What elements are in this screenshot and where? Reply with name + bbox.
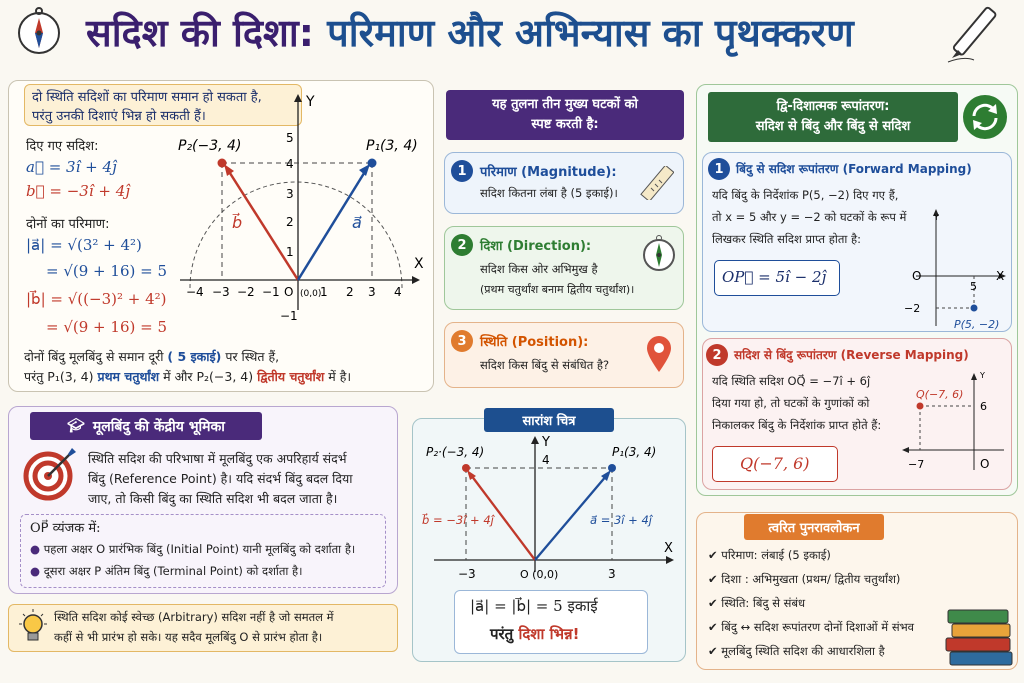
y-axis-label: Y bbox=[542, 435, 550, 450]
label-b: b⃗ = −3î + 4ĵ bbox=[422, 513, 494, 527]
ruler-icon bbox=[640, 166, 674, 200]
y-axis-label: Y bbox=[306, 94, 315, 110]
review-item: ✔ बिंदु ↔ सदिश रूपांतरण दोनों दिशाओं में संभव bbox=[708, 620, 915, 634]
point-p2 bbox=[218, 159, 227, 168]
origin-label: O bbox=[284, 285, 294, 299]
compass-icon bbox=[640, 234, 678, 272]
x-tick: −4 bbox=[186, 285, 204, 299]
x-tick: −2 bbox=[237, 285, 255, 299]
op-bullet2: ● दूसरा अक्षर P अंतिम बिंदु (Terminal Point) को दर्शाता है। bbox=[30, 564, 303, 578]
x-tick: 4 bbox=[394, 285, 402, 299]
a-magnitude-line1: |a⃗| = √(3² + 4²) bbox=[26, 236, 142, 254]
tick-minus2: −2 bbox=[904, 302, 921, 315]
conclusion-line1: दोनों बिंदु मूलबिंदु से समान दूरी ( 5 इकाई) पर स्थित हैं, bbox=[24, 349, 280, 364]
point-p1 bbox=[608, 464, 616, 472]
tip-line1: स्थिति सदिश कोई स्वेच्छ (Arbitrary) सदिश नहीं है जो समतल में bbox=[54, 610, 334, 624]
summary-graph bbox=[414, 432, 684, 584]
x-tick: −1 bbox=[262, 285, 280, 299]
number-badge: 1 bbox=[708, 158, 730, 180]
intro-line1: दो स्थिति सदिशों का परिमाण समान हो सकता है, bbox=[32, 90, 262, 105]
compare-banner: यह तुलना तीन मुख्य घटकों को स्पष्ट करती है: bbox=[446, 90, 684, 140]
reverse-line1: यदि स्थिति सदिश OQ⃗ = −7î + 6ĵ bbox=[712, 374, 871, 388]
label-q: Q(−7, 6) bbox=[916, 388, 964, 401]
label-p1: P₁(3, 4) bbox=[612, 445, 657, 459]
tick-5: 5 bbox=[970, 280, 977, 293]
direction-desc1: सदिश किस ओर अभिमुख है bbox=[480, 262, 598, 276]
reverse-line2: दिया गया हो, तो घटकों के गुणांकों को bbox=[712, 396, 870, 410]
direction-title: दिशा (Direction): bbox=[480, 239, 592, 254]
target-icon bbox=[22, 446, 78, 502]
magnitude-heading: दोनों का परिमाण: bbox=[26, 217, 110, 232]
reverse-title: सदिश से बिंदु रूपांतरण (Reverse Mapping) bbox=[734, 348, 969, 362]
label-p: P(5, −2) bbox=[954, 318, 1000, 331]
review-item: ✔ स्थिति: बिंदु से संबंध bbox=[708, 596, 806, 610]
position-title: स्थिति (Position): bbox=[480, 335, 589, 350]
intro-line2: परंतु उनकी दिशाएं भिन्न हो सकती हैं। bbox=[32, 109, 206, 124]
location-pin-icon bbox=[644, 334, 674, 374]
pen-icon bbox=[944, 6, 1008, 64]
x-tick: −3 bbox=[458, 567, 476, 581]
vector-graph bbox=[170, 88, 434, 328]
origin-role-banner: 🎓︎ मूलबिंदु की केंद्रीय भूमिका bbox=[30, 412, 262, 440]
position-desc: सदिश किस बिंदु से संबंधित है? bbox=[480, 358, 610, 372]
y-tick: 2 bbox=[286, 215, 294, 229]
b-magnitude-line2: = √(9 + 16) = 5 bbox=[46, 318, 167, 336]
page-title bbox=[86, 8, 854, 58]
number-badge: 2 bbox=[451, 234, 473, 256]
y-tick: 3 bbox=[286, 187, 294, 201]
review-item: ✔ परिमाण: लंबाई (5 इकाई) bbox=[708, 548, 831, 562]
number-badge: 3 bbox=[451, 330, 473, 352]
label-p2: P₂(−3, 4) bbox=[178, 138, 242, 154]
magnitude-desc: सदिश कितना लंबा है (5 इकाई)। bbox=[480, 186, 618, 200]
x-tick: −3 bbox=[212, 285, 230, 299]
y-tick: 5 bbox=[286, 131, 294, 145]
forward-line2: तो x = 5 और y = −2 को घटकों के रूप में bbox=[712, 210, 907, 224]
forward-equation: OP⃗ = 5î − 2ĵ bbox=[722, 268, 827, 286]
y-tick: 4 bbox=[286, 157, 294, 171]
books-icon bbox=[944, 604, 1016, 668]
origin-coord: (0,0) bbox=[300, 289, 322, 299]
point-p1 bbox=[368, 159, 377, 168]
axis-label-y: Y bbox=[980, 371, 985, 380]
label-a: a⃗ = 3î + 4ĵ bbox=[590, 513, 652, 527]
b-magnitude-line1: |b⃗| = √((−3)² + 4²) bbox=[26, 290, 167, 308]
x-axis-label: X bbox=[664, 541, 673, 556]
magnitude-title: परिमाण (Magnitude): bbox=[480, 165, 617, 180]
tick-minus7: −7 bbox=[908, 458, 925, 471]
reverse-equation: Q(−7, 6) bbox=[740, 454, 810, 473]
origin-role-p3: जाए, तो किसी बिंदु का स्थिति सदिश भी बदल जाता है। bbox=[88, 491, 338, 506]
a-magnitude-line2: = √(9 + 16) = 5 bbox=[46, 262, 167, 280]
y-tick: −1 bbox=[280, 309, 298, 323]
number-badge: 2 bbox=[706, 344, 728, 366]
op-heading: OP⃗ व्यंजक में: bbox=[30, 521, 101, 536]
review-banner: त्वरित पुनरावलोकन bbox=[744, 514, 884, 540]
review-item: ✔ दिशा : अभिमुखता (प्रथम/ द्वितीय चतुर्थांश) bbox=[708, 572, 901, 586]
label-b: b⃗ bbox=[232, 213, 243, 232]
x-tick: 3 bbox=[608, 567, 616, 581]
origin-role-p1: स्थिति सदिश की परिभाषा में मूलबिंदु एक अपरिहार्य संदर्भ bbox=[88, 451, 347, 466]
x-tick: 1 bbox=[320, 285, 328, 299]
summary-magnitude: |a⃗| = |b⃗| = 5 इकाई bbox=[470, 597, 598, 615]
vector-a-equation: a⃗ = 3î + 4ĵ bbox=[26, 158, 117, 176]
origin-label: O bbox=[912, 269, 922, 283]
axis-label-y: Y bbox=[934, 213, 939, 222]
given-heading: दिए गए सदिश: bbox=[26, 139, 99, 154]
conclusion-line2: परंतु P₁(3, 4) प्रथम चतुर्थांश में और P₂(−3, 4) द्वितीय चतुर्थांश में है। bbox=[24, 369, 352, 384]
number-badge: 1 bbox=[451, 160, 473, 182]
direction-desc2: (प्रथम चतुर्थांश बनाम द्वितीय चतुर्थांश)। bbox=[480, 283, 635, 296]
y-tick: 4 bbox=[542, 453, 550, 467]
x-tick: 3 bbox=[368, 285, 376, 299]
summary-banner: सारांश चित्र bbox=[484, 408, 614, 432]
tick-6: 6 bbox=[980, 400, 987, 413]
origin-label: O (0,0) bbox=[520, 568, 559, 581]
lightbulb-icon bbox=[16, 608, 50, 648]
forward-line3: लिखकर स्थिति सदिश प्राप्त होता है: bbox=[712, 232, 861, 246]
label-a: a⃗ bbox=[352, 213, 362, 232]
x-axis-label: X bbox=[414, 256, 424, 272]
point-q bbox=[917, 403, 924, 410]
refresh-icon bbox=[962, 94, 1008, 140]
op-bullet1: ● पहला अक्षर O प्रारंभिक बिंदु (Initial Point) यानी मूलबिंदु को दर्शाता है। bbox=[30, 542, 356, 556]
axis-label-x: X bbox=[996, 269, 1005, 283]
point-p bbox=[971, 305, 978, 312]
vector-b-equation: b⃗ = −3î + 4ĵ bbox=[26, 182, 130, 200]
origin-role-p2: बिंदु (Reference Point) है। यदि संदर्भ बिंदु बदल दिया bbox=[88, 471, 353, 486]
forward-line1: यदि बिंदु के निर्देशांक P(5, −2) दिए गए हैं, bbox=[712, 188, 899, 202]
summary-direction: परंतु दिशा भिन्न! bbox=[490, 625, 580, 643]
review-item: ✔ मूलबिंदु स्थिति सदिश की आधारशिला है bbox=[708, 644, 885, 658]
title-part2: परिमाण और अभिन्यास का पृथक्करण bbox=[327, 11, 854, 55]
compass-icon bbox=[14, 6, 64, 56]
forward-title: बिंदु से सदिश रूपांतरण (Forward Mapping) bbox=[736, 162, 972, 176]
reverse-line3: निकालकर बिंदु के निर्देशांक प्राप्त होते हैं: bbox=[712, 418, 882, 432]
transform-banner: द्वि-दिशात्मक रूपांतरण: सदिश से बिंदु और बिंदु से सदिश bbox=[708, 92, 958, 142]
label-p2: P₂·(−3, 4) bbox=[426, 445, 485, 459]
point-p2 bbox=[462, 464, 470, 472]
graduation-cap-icon: 🎓︎ bbox=[67, 418, 85, 434]
tip-line2: कहीं से भी प्रारंभ हो सके। यह सदैव मूलबिंदु O से प्रारंभ होता है। bbox=[54, 630, 323, 644]
forward-graph bbox=[896, 206, 1012, 332]
reverse-graph bbox=[900, 370, 1010, 476]
origin-label: O bbox=[980, 457, 990, 471]
label-p1: P₁(3, 4) bbox=[366, 138, 418, 154]
y-tick: 1 bbox=[286, 245, 294, 259]
title-part1: सदिश की दिशा: bbox=[86, 11, 314, 55]
x-tick: 2 bbox=[346, 285, 354, 299]
